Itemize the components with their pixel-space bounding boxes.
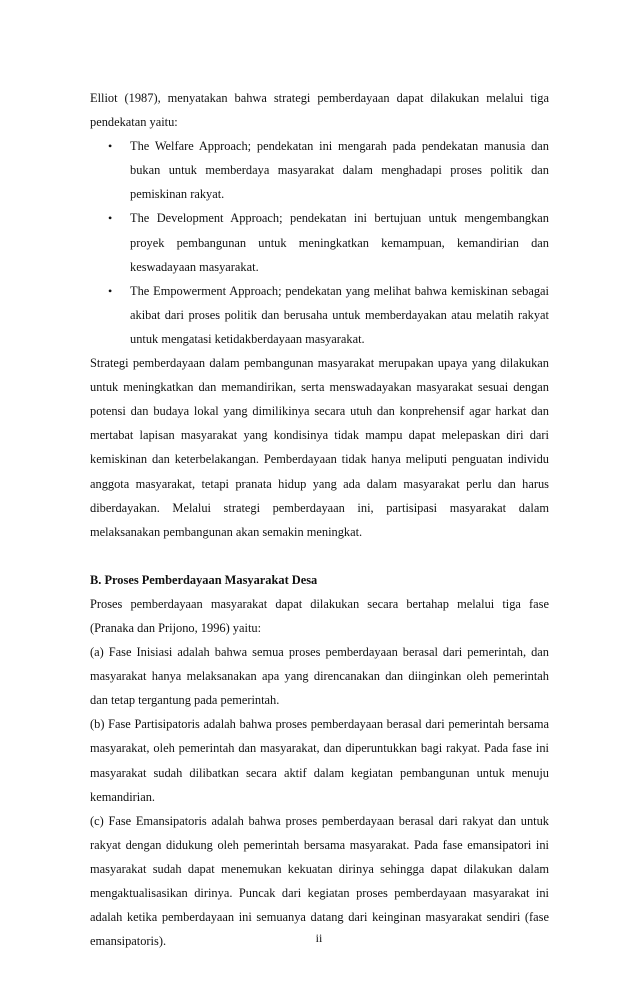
intro-paragraph: Elliot (1987), menyatakan bahwa strategi pemberdayaan dapat dilakukan melalui tiga pendekatan yaitu: <box>90 91 549 130</box>
list-item <box>90 134 549 206</box>
page-number: ii <box>315 931 323 945</box>
list-item-text: The Development Approach; pendekatan ini bertujuan untuk mengembangkan proyek pembangunan untuk meningkatkan kemampuan, kemandirian dan keswadayaan masyarakat. <box>130 211 549 274</box>
bullet-icon: • <box>108 283 113 298</box>
approach-list <box>90 134 549 351</box>
phase-paragraph: (c) Fase Emansipatoris adalah bahwa proses pemberdayaan berasal dari rakyat dan untuk rakyat dengan didukung oleh pemerintah bersama masyarakat. Pada fase emansipatori ini masyarakat sudah dapat menemukan kekuatan dirinya sehingga dapat dilakukan dalam mengaktualisasikan dirinya. Puncak dari kegiatan proses pemberdayaan masyarakat ini adalah ketika pemberdayaan ini semuanya datang dari keinginan masyarakat sendiri (fase emansipatoris). <box>90 813 549 949</box>
bullet-icon: • <box>108 211 113 226</box>
phase-paragraph: (a) Fase Inisiasi adalah bahwa semua proses pemberdayaan berasal dari pemerintah, dan masyarakat hanya melaksanakan apa yang direncanakan dan diinginkan oleh pemerintah dan tetap tergantung pada pemerintah. <box>90 645 549 708</box>
process-intro-paragraph: Proses pemberdayaan masyarakat dapat dilakukan secara bertahap melalui tiga fase (Pranaka dan Prijono, 1996) yaitu: <box>90 596 549 635</box>
list-item-text: The Empowerment Approach; pendekatan yang melihat bahwa kemiskinan sebagai akibat dari proses politik dan berusaha untuk memberdayakan atau melatih rakyat untuk mengatasi ketidakberdayaan masyarakat. <box>130 283 549 346</box>
document-page <box>90 86 549 953</box>
list-item-text: The Welfare Approach; pendekatan ini mengarah pada pendekatan manusia dan bukan untuk memberdaya masyarakat dalam menghadapi proses politik dan pemiskinan rakyat. <box>130 139 549 202</box>
list-item <box>90 279 549 351</box>
section-heading: B. Proses Pemberdayaan Masyarakat Desa <box>90 572 318 587</box>
strategy-paragraph: Strategi pemberdayaan dalam pembangunan masyarakat merupakan upaya yang dilakukan untuk meningkatkan dan memandirikan, serta menswadayakan masyarakat sesuai dengan potensi dan budaya lokal yang dimilikinya secara utuh dan konprehensif agar harkat dan mertabat lapisan masyarakat yang kondisinya tidak mampu dapat melepaskan diri dari kemiskinan dan keterbelakangan. Pemberdayaan tidak hanya meliputi penguatan individu anggota masyarakat, tetapi pranata hidup yang ada dalam masyarakat perlu dan harus diberdayakan. Melalui strategi pemberdayaan ini, partisipasi masyarakat dalam melaksanakan pembangunan akan semakin meningkat. <box>90 356 549 539</box>
bullet-icon: • <box>108 139 113 154</box>
list-item <box>90 206 549 278</box>
phase-paragraph: (b) Fase Partisipatoris adalah bahwa proses pemberdayaan berasal dari pemerintah bersama masyarakat, oleh pemerintah dan masyarakat, dan diperuntukkan bagi rakyat. Pada fase ini masyarakat sudah dilibatkan secara aktif dalam kegiatan pembangunan untuk menuju kemandirian. <box>90 717 549 804</box>
